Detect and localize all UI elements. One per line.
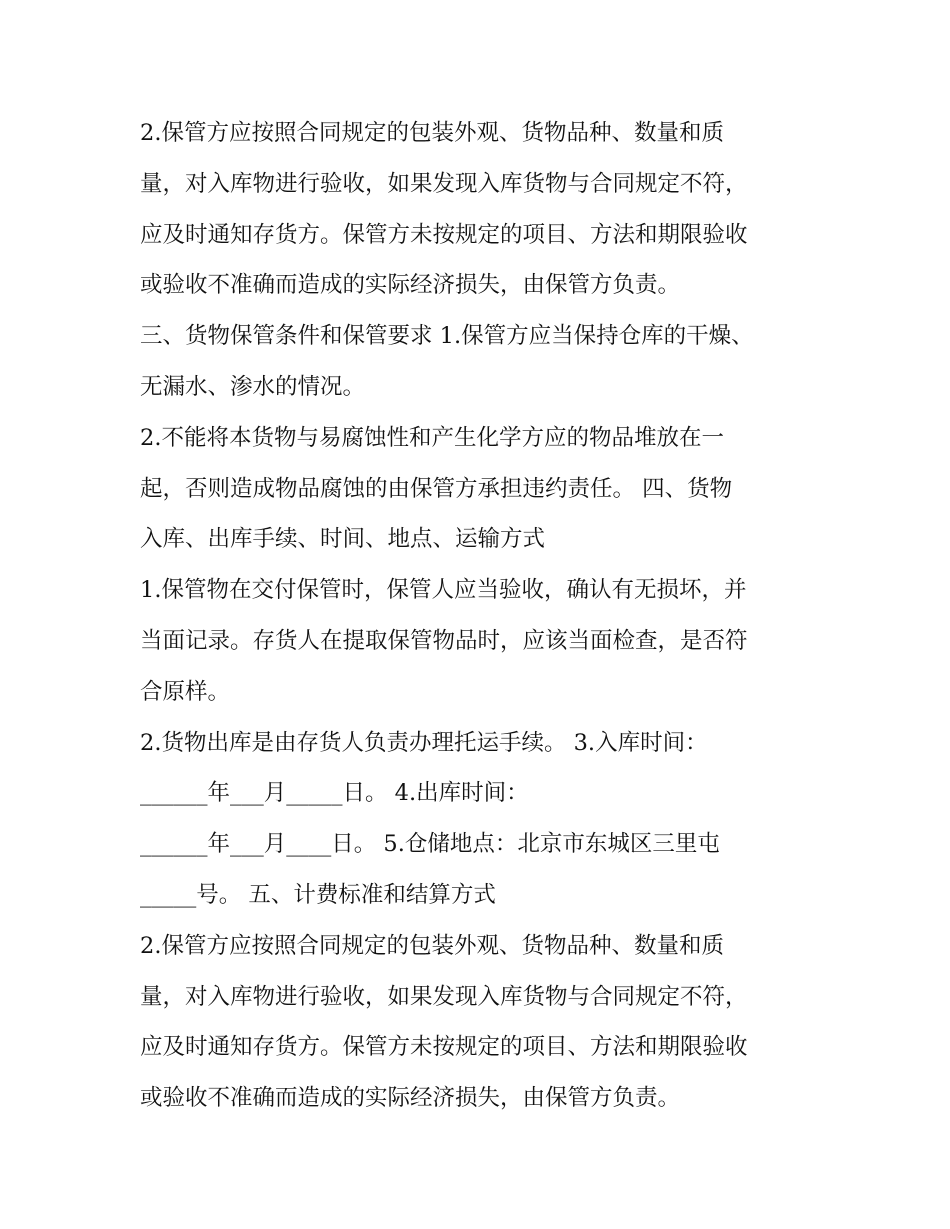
text-line: 三、货物保管条件和保管要求 1.保管方应当保持仓库的干燥、 bbox=[140, 323, 754, 350]
text-line: 或验收不准确而造成的实际经济损失，由保管方负责。 bbox=[140, 1085, 681, 1112]
text-line: 起，否则造成物品腐蚀的由保管方承担违约责任。 四、货物 bbox=[140, 475, 733, 502]
text-line: 2.不能将本货物与易腐蚀性和产生化学方应的物品堆放在一 bbox=[140, 424, 724, 451]
text-line: 入库、出库手续、时间、地点、运输方式 bbox=[140, 526, 546, 553]
text-line: ______年___月_____日。 4.出库时间： bbox=[140, 780, 529, 807]
text-line: 或验收不准确而造成的实际经济损失，由保管方负责。 bbox=[140, 272, 681, 299]
text-line: 量，对入库物进行验收，如果发现入库货物与合同规定不符， bbox=[140, 983, 748, 1010]
text-line: 量，对入库物进行验收，如果发现入库货物与合同规定不符， bbox=[140, 170, 748, 197]
text-line: ______年___月____日。 5.仓储地点：北京市东城区三里屯 bbox=[140, 831, 720, 858]
text-line: 2.货物出库是由存货人负责办理托运手续。 3.入库时间： bbox=[140, 729, 708, 756]
text-line: 合原样。 bbox=[140, 678, 231, 705]
contract-text-body bbox=[140, 108, 820, 1124]
text-line: 应及时通知存货方。保管方未按规定的项目、方法和期限验收 bbox=[140, 1034, 748, 1061]
text-line: 2.保管方应按照合同规定的包装外观、货物品种、数量和质 bbox=[140, 932, 724, 959]
text-line: 应及时通知存货方。保管方未按规定的项目、方法和期限验收 bbox=[140, 221, 748, 248]
text-line: 当面记录。存货人在提取保管物品时，应该当面检查，是否符 bbox=[140, 627, 748, 654]
text-line: 1.保管物在交付保管时，保管人应当验收，确认有无损坏，并 bbox=[140, 577, 747, 604]
text-line: _____号。 五、计费标准和结算方式 bbox=[140, 881, 496, 908]
text-line: 2.保管方应按照合同规定的包装外观、货物品种、数量和质 bbox=[140, 120, 724, 146]
text-line: 无漏水、渗水的情况。 bbox=[140, 373, 366, 400]
